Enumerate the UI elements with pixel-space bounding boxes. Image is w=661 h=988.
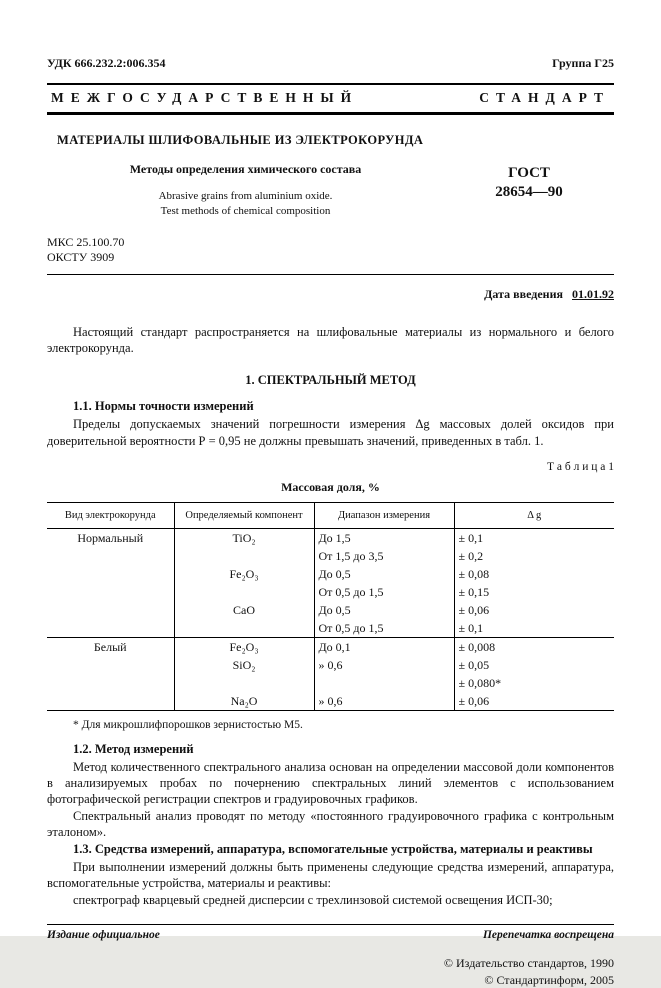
horizontal-rule [47, 274, 614, 275]
standard-banner [47, 83, 614, 115]
gost-number: 28654—90 [495, 183, 563, 200]
section-1-2-paragraph-1: Метод количественного спектрального анализа основан на определении массовой доли компонентов в анализируемых пробах по почернению спектральных линий элементов с использованием фотографической регистрации спектров и градуировочных графиков. [47, 759, 614, 807]
header-range: Диапазон измерения [314, 502, 454, 528]
section-1-2-paragraph-2: Спектральный анализ проводят по методу «постоянного градуировочного графика с контрольным эталоном». [47, 808, 614, 839]
footer-row [47, 929, 614, 941]
reprint-prohibited-label: Перепечатка воспрещена [482, 928, 614, 941]
cell-delta: ± 0,08 [454, 565, 614, 583]
document-title: МАТЕРИАЛЫ ШЛИФОВАЛЬНЫЕ ИЗ ЭЛЕКТРОКОРУНДА [57, 133, 424, 147]
cell-delta: ± 0,06 [454, 692, 614, 711]
section-1-1-heading: 1.1. Нормы точности измерений [73, 399, 254, 414]
header-component: Определяемый компонент [174, 502, 314, 528]
table-row [47, 528, 614, 547]
cell-range: До 1,5 [314, 528, 454, 547]
title-left-column [47, 162, 444, 219]
section-1-3-paragraph-1: При выполнении измерений должны быть применены следующие средства измерений, аппаратура, вспомогательные устройства, материалы и реактивы: [47, 860, 614, 891]
cell-delta: ± 0,05 [454, 656, 614, 674]
title-row [47, 162, 614, 219]
cell-component [174, 547, 314, 565]
copyright-line-1: © Издательство стандартов, 1990 [443, 955, 614, 970]
cell-delta: ± 0,080* [454, 674, 614, 692]
cell-range [314, 674, 454, 692]
cell-range: » 0,6 [314, 656, 454, 674]
classification-line [47, 56, 614, 71]
section-1-heading: 1. СПЕКТРАЛЬНЫЙ МЕТОД [245, 373, 416, 388]
cell-delta: ± 0,1 [454, 528, 614, 547]
group-label-white: Белый [47, 637, 174, 710]
document-subtitle: Методы определения химического состава [129, 162, 362, 176]
cell-delta: ± 0,008 [454, 637, 614, 656]
udk-code: УДК 666.232.2:006.354 [47, 56, 166, 70]
cell-component: Fe₂O₃ [174, 565, 314, 583]
cell-range: До 0,5 [314, 601, 454, 619]
cell-component [174, 583, 314, 601]
english-title [47, 189, 444, 219]
cell-component [174, 619, 314, 638]
table-header-row [47, 502, 614, 528]
cell-delta: ± 0,2 [454, 547, 614, 565]
footer-rule [47, 924, 614, 925]
cell-component: Fe₂O₃ [174, 637, 314, 656]
cell-component: TiO₂ [174, 528, 314, 547]
cell-delta: ± 0,15 [454, 583, 614, 601]
gost-label: ГОСТ [508, 165, 550, 181]
section-1-3-list-item: спектрограф кварцевый средней дисперсии с трехлинзовой системой освещения ИСП-30; [73, 892, 553, 907]
section-1-1-paragraph: Пределы допускаемых значений погрешности измерения Δg массовых долей оксидов при доверительной вероятности Р = 0,95 не должны превышать значений, приведенных в табл. 1. [47, 417, 614, 448]
date-label: Дата введения [484, 286, 563, 301]
copyright-block [47, 955, 614, 988]
mks-code: МКС 25.100.70 [47, 234, 125, 249]
header-delta: Δ g [454, 502, 614, 528]
group-label-normal: Нормальный [77, 530, 144, 545]
cell-component [174, 674, 314, 692]
cell-range: От 0,5 до 1,5 [314, 619, 454, 638]
cell-range: » 0,6 [314, 692, 454, 711]
group-code: Группа Г25 [552, 56, 614, 70]
cell-component: CaO [174, 601, 314, 619]
section-1-2-heading: 1.2. Метод измерений [73, 741, 194, 756]
cell-range: От 0,5 до 1,5 [314, 583, 454, 601]
cell-range: До 0,1 [314, 637, 454, 656]
banner-word-1: МЕЖГОСУДАРСТВЕННЫЙ [51, 90, 359, 105]
scope-paragraph: Настоящий стандарт распространяется на шлифовальные материалы из нормального и белого электрокорунда. [47, 324, 614, 356]
table-title: Массовая доля, % [281, 479, 380, 494]
cell-range: От 1,5 до 3,5 [314, 547, 454, 565]
table-caption: Т а б л и ц а 1 [546, 460, 614, 473]
cell-range: До 0,5 [314, 565, 454, 583]
section-1-3-heading: 1.3. Средства измерений, аппаратура, вспомогательные устройства, материалы и реактивы [73, 842, 593, 857]
introduction-date [47, 287, 614, 302]
cell-component: SiO₂ [174, 656, 314, 674]
english-title-line-2: Test methods of chemical composition [160, 204, 331, 217]
date-value: 01.01.92 [572, 286, 614, 301]
banner-word-2: СТАНДАРТ [479, 90, 610, 105]
table-footnote: * Для микрошлифпорошков зернистостью М5. [73, 718, 303, 731]
cell-delta: ± 0,06 [454, 601, 614, 619]
cell-delta: ± 0,1 [454, 619, 614, 638]
header-corundum-type: Вид электрокорунда [47, 502, 174, 528]
cell-component: Na₂O [174, 692, 314, 711]
table-row [47, 637, 614, 656]
english-title-line-1: Abrasive grains from aluminium oxide. [158, 190, 333, 202]
gost-designation [444, 164, 614, 219]
copyright-line-2: © Стандартинформ, 2005 [484, 972, 614, 987]
okstu-code: ОКСТУ 3909 [47, 250, 115, 265]
codes-block [47, 235, 614, 266]
measurement-accuracy-table [47, 502, 614, 711]
official-edition-label: Издание официальное [47, 928, 160, 941]
